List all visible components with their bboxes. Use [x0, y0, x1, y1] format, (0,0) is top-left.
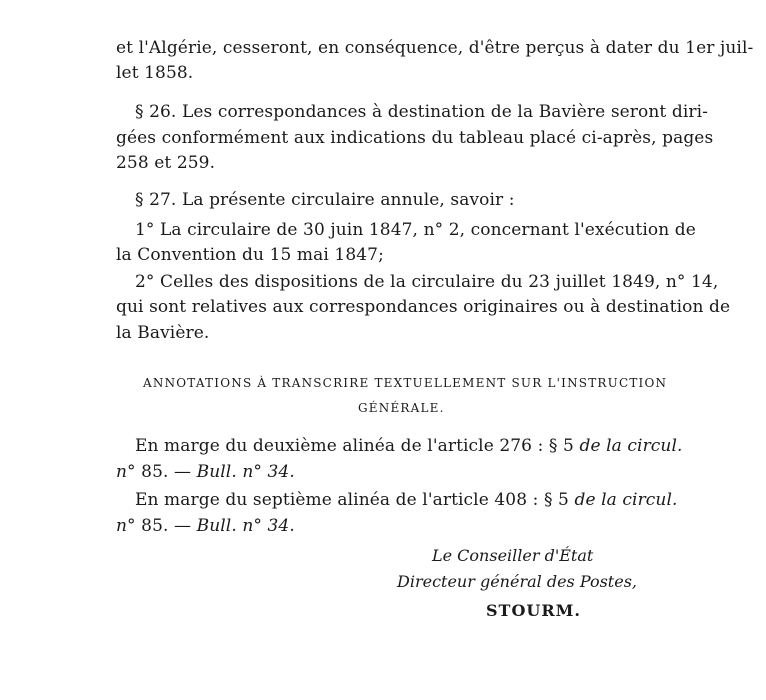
- paragraph-line: let 1858.: [116, 63, 194, 83]
- annotation-italic: de la circul.: [579, 436, 683, 456]
- annotation-italic: n°: [116, 516, 136, 536]
- paragraph-line: gées conformément aux indications du tableau placé ci-après, pages: [116, 128, 714, 148]
- paragraph-line: 2° Celles des dispositions de la circulaire du 23 juillet 1849, n° 14,: [135, 272, 719, 292]
- annotation-text: 85. —: [141, 516, 197, 536]
- paragraph-line: 258 et 259.: [116, 153, 216, 173]
- paragraph-line: la Convention du 15 mai 1847;: [116, 245, 384, 265]
- annotation-italic: n°: [116, 462, 136, 482]
- paragraph-line: § 26. Les correspondances à destination de la Bavière seront diri-: [135, 102, 708, 122]
- paragraph-line: § 27. La présente circulaire annule, savoir :: [135, 190, 515, 210]
- annotation-line: [116, 516, 686, 536]
- annotation-italic: de la circul.: [574, 490, 678, 510]
- paragraph-line: 1° La circulaire de 30 juin 1847, n° 2, concernant l'exécution de: [135, 220, 696, 240]
- annotation-line: [135, 436, 686, 456]
- annotation-text: 85. —: [141, 462, 197, 482]
- paragraph-line: qui sont relatives aux correspondances originaires ou à destination de: [116, 297, 731, 317]
- annotation-text: En marge du deuxième alinéa de l'article 276 : § 5: [135, 436, 574, 456]
- section-heading: GÉNÉRALE.: [358, 401, 445, 415]
- signature-title: Directeur général des Postes,: [397, 572, 637, 591]
- paragraph-line: la Bavière.: [116, 323, 210, 343]
- signature-name: STOURM.: [486, 601, 581, 620]
- section-heading: ANNOTATIONS À TRANSCRIRE TEXTUELLEMENT SUR L'INSTRUCTION: [143, 376, 668, 390]
- annotation-line: [116, 462, 686, 482]
- signature-title: Le Conseiller d'État: [432, 546, 594, 565]
- annotation-text: En marge du septième alinéa de l'article 408 : § 5: [135, 490, 569, 510]
- paragraph-line: et l'Algérie, cesseront, en conséquence, d'être perçus à dater du 1er juil-: [116, 38, 754, 58]
- annotation-italic: Bull. n° 34.: [196, 516, 295, 536]
- annotation-italic: Bull. n° 34.: [196, 462, 295, 482]
- annotation-line: [135, 490, 686, 510]
